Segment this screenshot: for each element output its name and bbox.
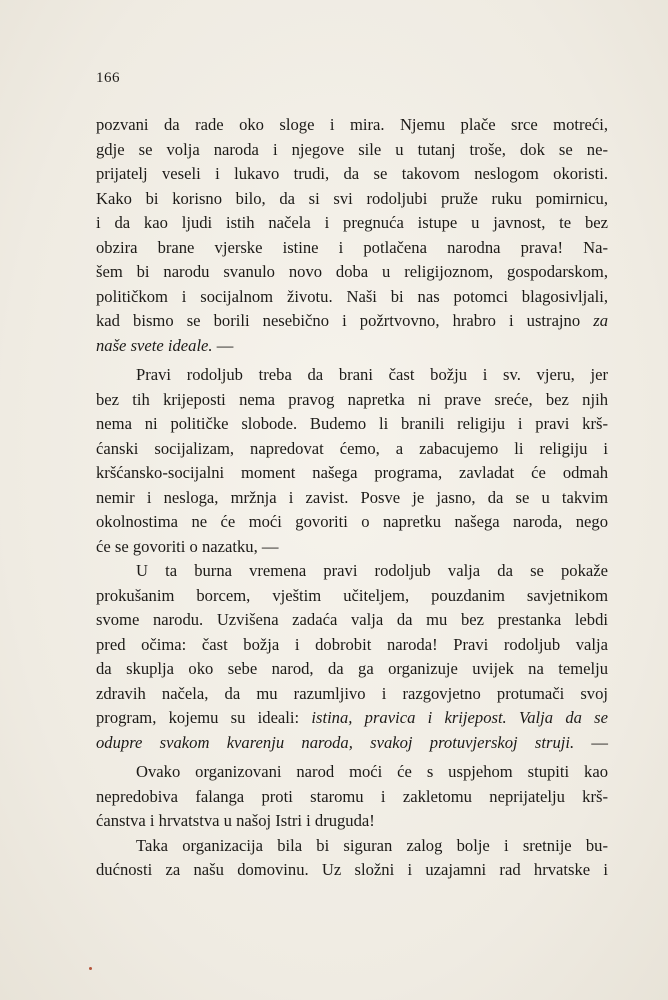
text-segment: — (212, 335, 234, 355)
text-segment: zdravih načela, da mu razumljivo i razgovjetno protumači svoj (96, 683, 608, 703)
text-line (96, 486, 608, 511)
italic-segment: naše svete ideale. (96, 335, 213, 355)
text-line (96, 858, 608, 883)
text-segment: program, kojemu su ideali: (96, 708, 312, 727)
text-line (96, 785, 608, 810)
text-line (96, 285, 608, 310)
italic-segment: za (593, 311, 608, 330)
text-line (96, 309, 608, 334)
text-segment: gdje se volja naroda i njegove sile u tutanj troše, dok se ne- (96, 139, 608, 159)
text-segment: pozvani da rade oko sloge i mira. Njemu plače srce motreći, (96, 115, 608, 134)
text-line (96, 260, 608, 285)
text-line (96, 682, 608, 707)
text-segment: — (574, 732, 609, 752)
italic-segment: istina, pravica i krijepost. Valja da se (311, 708, 609, 727)
text-segment: kad bismo se borili nesebično i požrtvovno, hrabro i ustrajno (96, 311, 594, 330)
text-segment: prokušanim borcem, vještim učiteljem, pouzdanim savjetnikom (96, 585, 608, 605)
text-segment: šem bi narodu svanulo novo doba u religijoznom, gospodarskom, (96, 262, 608, 281)
text-segment: U ta burna vremena pravi rodoljub valja da se pokaže (136, 561, 608, 580)
text-segment: obzira brane vjerske istine i potlačena narodna prava! Na- (96, 237, 608, 257)
text-segment: nema ni političke slobode. Budemo li branili religiju i pravi krš- (96, 414, 608, 433)
text-line (96, 334, 608, 359)
text-segment: kršćansko-socijalni moment našega programa, zavladat će odmah (96, 463, 608, 482)
text-line (96, 809, 608, 834)
text-line (96, 437, 608, 462)
page-number: 166 (96, 70, 120, 86)
text-line (96, 113, 608, 138)
text-line (96, 657, 608, 682)
text-segment: dućnosti za našu domovinu. Uz složni i uzajamni rad hrvatske i (96, 860, 608, 879)
body-text (96, 113, 608, 883)
text-segment: bez tih krijeposti nema pravog napretka ni prave sreće, bez njih (96, 389, 608, 409)
text-segment: Taka organizacija bila bi siguran zalog bolje i sretnije bu- (136, 835, 608, 855)
text-line (96, 510, 608, 535)
text-line (96, 633, 608, 658)
text-line (96, 187, 608, 212)
ink-speck (89, 967, 92, 970)
text-segment: nepredobiva falanga proti staromu i zakletomu neprijatelju krš- (96, 786, 608, 806)
text-line (96, 535, 608, 560)
text-segment: da skuplja oko sebe narod, da ga organizuje uvijek na temelju (96, 659, 608, 678)
text-segment: Kako bi korisno bilo, da si svi rodoljubi pruže ruku pomirnicu, (96, 188, 608, 208)
text-segment: Pravi rodoljub treba da brani čast božju i sv. vjeru, jer (136, 365, 608, 384)
text-segment: svome narodu. Uzvišena zadaća valja da mu bez prestanka lebdi (96, 610, 608, 629)
text-segment: i da kao ljudi istih načela i pregnuća istupe u javnost, te bez (96, 213, 608, 232)
italic-segment: odupre svakom kvarenju naroda, svakoj protuvjerskoj struji. (96, 732, 575, 752)
text-segment: ćanski socijalizam, napredovat ćemo, a zabacujemo li religiju i (96, 438, 608, 458)
text-segment: okolnostima ne će moći govoriti o napretku našega naroda, nego (96, 512, 608, 531)
text-line (96, 559, 608, 584)
text-segment: političkom i socijalnom životu. Naši bi nas potomci blagosivljali, (96, 286, 608, 306)
text-segment: Ovako organizovani narod moći će s uspjehom stupiti kao (136, 762, 608, 781)
text-line (96, 608, 608, 633)
text-line (96, 706, 608, 731)
text-line (96, 162, 608, 187)
text-segment: nemir i nesloga, mržnja i zavist. Posve je jasno, da se u takvim (96, 487, 608, 507)
text-line (96, 461, 608, 486)
text-line (96, 363, 608, 388)
text-segment: pred očima: čast božja i dobrobit naroda! Pravi rodoljub valja (96, 634, 608, 654)
text-line (96, 211, 608, 236)
text-line (96, 236, 608, 261)
text-line (96, 412, 608, 437)
text-segment: ćanstva i hrvatstva u našoj Istri i druguda! (96, 811, 375, 830)
text-segment: prijatelj veseli i lukavo trudi, da se takovom neslogom okoristi. (96, 164, 608, 183)
text-line (96, 760, 608, 785)
text-line (96, 388, 608, 413)
text-line (96, 138, 608, 163)
text-line (96, 731, 608, 756)
text-line (96, 834, 608, 859)
text-line (96, 584, 608, 609)
text-segment: će se govoriti o nazatku, — (96, 536, 279, 556)
